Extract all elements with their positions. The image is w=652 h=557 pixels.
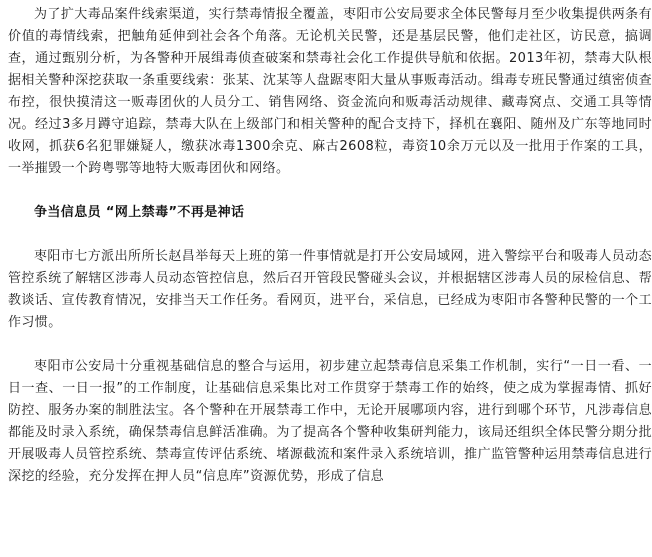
article-body — [8, 4, 652, 488]
paragraph-intelligence: 为了扩大毒品案件线索渠道，实行禁毒情报全覆盖，枣阳市公安局要求全体民警每月至少收集提供两条有价值的毒情线索，把触角延伸到社会各个角落。无论机关民警，还是基层民警，他们走社区，访民意，搞调查，通过甄别分析，为各警种开展缉毒侦查破案和禁毒社会化工作提供导航和依据。2013年初，禁毒大队根据相关警种深挖获取一条重要线索：张某、沈某等人盘踞枣阳大量从事贩毒活动。缉毒专班民警通过缜密侦查布控，很快摸清这一贩毒团伙的人员分工、销售网络、资金流向和贩毒活动规律、藏毒窝点、交通工具等情况。经过3多月蹲守追踪，禁毒大队在上级部门和相关警种的配合支持下，择机在襄阳、随州及广东等地同时收网，抓获6名犯罪嫌疑人，缴获冰毒1300余克、麻古2608粒，毒资10余万元以及一批用于作案的工具，一举摧毁一个跨粤鄂等地特大贩毒团伙和网络。 — [8, 7, 652, 176]
paragraph-spacer — [8, 180, 652, 202]
paragraph-spacer — [8, 224, 652, 246]
paragraph-info-mechanism: 枣阳市公安局十分重视基础信息的整合与运用，初步建立起禁毒信息采集工作机制，实行“一日一看、一日一查、一日一报”的工作制度，让基础信息采集比对工作贯穿于禁毒工作的始终，使之成为掌握毒情、抓好防控、服务办案的制胜法宝。各个警种在开展禁毒工作中，无论开展哪项内容，进行到哪个环节，凡涉毒信息都能及时录入系统，确保禁毒信息鲜活准确。为了提高各个警种收集研判能力，该局还组织全体民警分期分批开展吸毒人员管控系统、禁毒宣传评估系统、堵源截流和案件录入系统培训，推广监管警种运用禁毒信息进行深挖的经验，充分发挥在押人员“信息库”资源优势，形成了信息 — [8, 359, 652, 484]
paragraph-qifang-station: 枣阳市七方派出所所长赵昌举每天上班的第一件事情就是打开公安局域网，进入警综平台和吸毒人员动态管控系统了解辖区涉毒人员动态管控信息，然后召开管段民警碰头会议，并根据辖区涉毒人员的尿检信息、帮教谈话、宣传教育情况，安排当天工作任务。看网页，进平台，采信息，已经成为枣阳市各警种民警的一个工作习惯。 — [8, 249, 652, 330]
paragraph-spacer — [8, 334, 652, 356]
section-heading: 争当信息员 “网上禁毒”不再是神话 — [34, 205, 245, 220]
